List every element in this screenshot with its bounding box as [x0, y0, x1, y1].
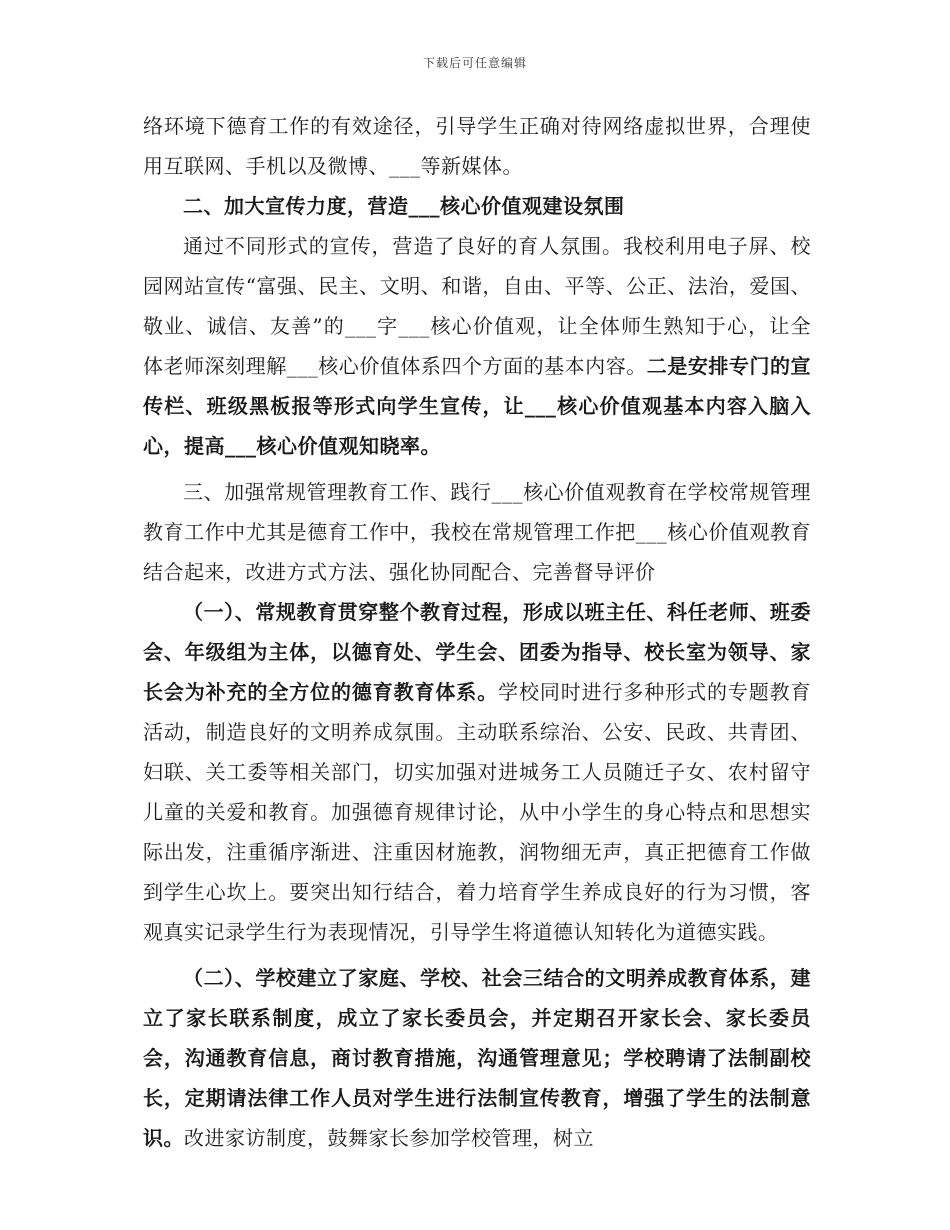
subsection-2-text: 改进家访制度，鼓舞家长参加学校管理，树立	[184, 1126, 594, 1150]
subsection-1-bold: （一）、常规教育贯穿整个教育过程，形成以班主任、科任老师、班委会、年级组为主体，以德育处、学生会、团委为指导、校长室为领导、家长会为补充的全方位的德育教育体系。	[143, 600, 811, 704]
paragraph-home-school	[143, 958, 811, 1158]
paragraph-continuation: 络环境下德育工作的有效途径，引导学生正确对待网络虚拟世界，合理使用互联网、手机以及微博、___等新媒体。	[143, 114, 811, 178]
paragraph-publicity-text: 通过不同形式的宣传，营造了良好的育人氛围。我校利用电子屏、校园网站宣传“富强、民主、文明、和谐，自由、平等、公正、法治，爱国、敬业、诚信、友善”的___字___核心价值观，让全体师生熟知于心，让全体老师深刻理解___核心价值体系四个方面的基本内容。	[143, 234, 811, 378]
document-body	[143, 106, 811, 1158]
paragraph-routine-education	[143, 592, 811, 952]
paragraph-publicity-bold: 二是安排专门的宣传栏、班级黑板报等形式向学生宣传，让___核心价值观基本内容入脑入心，提高___核心价值观知晓率。	[143, 354, 812, 458]
subsection-2-bold: （二）、学校建立了家庭、学校、社会三结合的文明养成教育体系，建立了家长联系制度，成立了家长委员会，并定期召开家长会、家长委员会，沟通教育信息，商讨教育措施，沟通管理意见；学校聘请了法制副校长，定期请法律工作人员对学生进行法制宣传教育，增强了学生的法制意识。	[143, 966, 811, 1150]
section-heading-3: 三、加强常规管理教育工作、践行___核心价值观教育在学校常规管理教育工作中尤其是德育工作中，我校在常规管理工作把___核心价值观教育结合起来，改进方式方法、强化协同配合、完善督导评价	[143, 480, 811, 584]
section-heading-2: 二、加大宣传力度，营造___核心价值观建设氛围	[183, 194, 625, 218]
subsection-1-text: 学校同时进行多种形式的专题教育活动，制造良好的文明养成氛围。主动联系综治、公安、民政、共青团、妇联、关工委等相关部门，切实加强对进城务工人员随迁子女、农村留守儿童的关爱和教育。加强德育规律讨论，从中小学生的身心特点和思想实际出发，注重循序渐进、注重因材施教，润物细无声，真正把德育工作做到学生心坎上。要突出知行结合，着力培育学生养成良好的行为习惯，客观真实记录学生行为表现情况，引导学生将道德认知转化为道德实践。	[143, 680, 812, 944]
page-header: 下载后可任意编辑	[422, 56, 527, 70]
paragraph-publicity	[143, 226, 811, 466]
